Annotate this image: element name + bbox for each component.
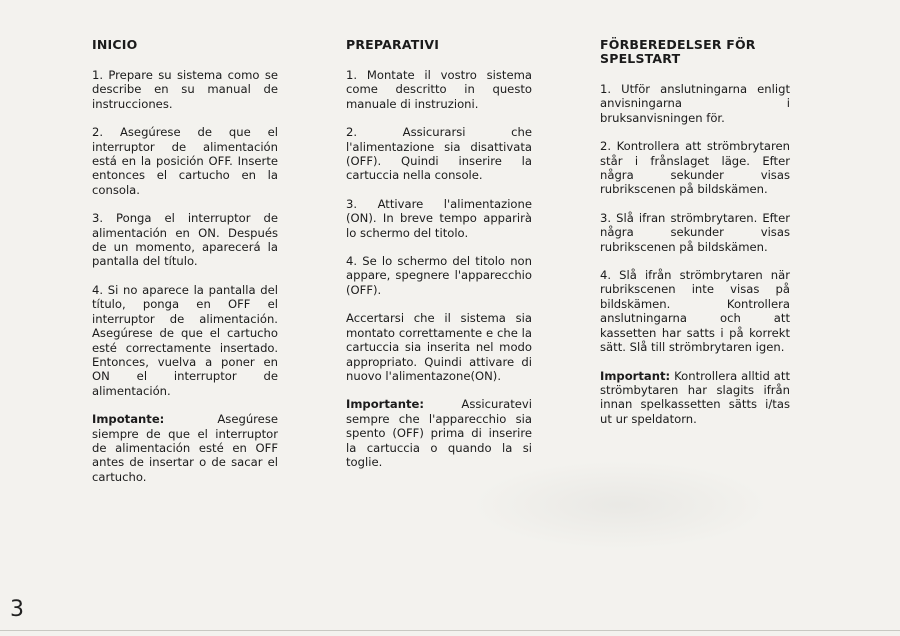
- paragraph-swedish-1: 1. Utför anslutningarna enligt anvisningarna i bruksanvisningen för.: [600, 82, 790, 125]
- note-text-spanish: Asegúrese siempre de que el interruptor de alimentación esté en OFF antes de insertar o de sacar el cartucho.: [92, 412, 278, 484]
- paragraph-spanish-1: 1. Prepare su sistema como se describe en su manual de instrucciones.: [92, 68, 278, 111]
- heading-spanish: INICIO: [92, 37, 138, 52]
- paragraph-italian-3: 3. Attivare l'alimentazione (ON). In breve tempo apparirà lo schermo del titolo.: [346, 196, 532, 240]
- column-swedish: [600, 38, 790, 440]
- heading-italian: PREPARATIVI: [346, 37, 440, 52]
- paragraph-italian-4: 4. Se lo schermo del titolo non appare, spegnere l'apparecchio (OFF).: [346, 254, 532, 297]
- note-label-spanish: Impotante:: [92, 412, 165, 427]
- paragraph-italian-1: 1. Montate il vostro sistema come descritto in questo manuale di instruzioni.: [346, 68, 532, 111]
- column-spanish: [92, 38, 278, 498]
- note-swedish: [600, 369, 790, 427]
- paragraph-swedish-2: 2. Kontrollera att strömbrytaren står i frånslaget läge. Efter några sekunder visas rubrikscenen på bildskämen.: [600, 139, 790, 197]
- paragraph-spanish-3: 3. Ponga el interruptor de alimentación en ON. Después de un momento, aparecerá la pantalla del título.: [92, 211, 278, 269]
- note-label-italian: Importante:: [346, 397, 425, 412]
- note-italian: [346, 397, 532, 469]
- note-text-swedish: Kontrollera alltid att strömbytaren har slagits ifrån innan spelkassetten sätts i/tas ut ur speldatorn.: [600, 368, 790, 426]
- heading-swedish: FÖRBEREDELSER FÖR SPELSTART: [600, 37, 756, 66]
- paragraph-swedish-3: 3. Slå ifran strömbrytaren. Efter några sekunder visas rubrikscenen på bildskämen.: [600, 210, 790, 254]
- note-text-italian: Assicuratevi sempre che l'apparecchio sia spento (OFF) prima di inserire la cartuccia o quando la si toglie.: [346, 397, 532, 469]
- paragraph-italian-2: 2. Assicurarsi che l'alimentazione sia disattivata (OFF). Quindi inserire la cartuccia nella console.: [346, 125, 532, 183]
- paragraph-italian-5: Accertarsi che il sistema sia montato correttamente e che la cartuccia sia inserita nel modo appropriato. Quindi attivare di nuovo l'alimentazone(ON).: [346, 311, 532, 383]
- paragraph-spanish-2: 2. Asegúrese de que el interruptor de alimentación está en la posición OFF. Inserte entonces el cartucho en la consola.: [92, 125, 278, 197]
- note-spanish: [92, 412, 278, 484]
- page-edge-line: [0, 630, 900, 631]
- paragraph-spanish-4: 4. Si no aparece la pantalla del título, ponga en OFF el interruptor de alimentación. Asegúrese de que el cartucho esté correctamente insertado. Entonces, vuelva a poner en ON el interruptor de alimentación.: [92, 282, 278, 398]
- paragraph-swedish-4: 4. Slå ifrån strömbrytaren när rubrikscenen inte visas på bildskämen. Kontrollera anslutningarna och att kassetten har satts i på korrekt sätt. Slå till strömbrytaren igen.: [600, 268, 790, 355]
- page-number: 3: [10, 597, 24, 622]
- note-label-swedish: Important:: [600, 368, 671, 383]
- column-italian: [346, 38, 532, 483]
